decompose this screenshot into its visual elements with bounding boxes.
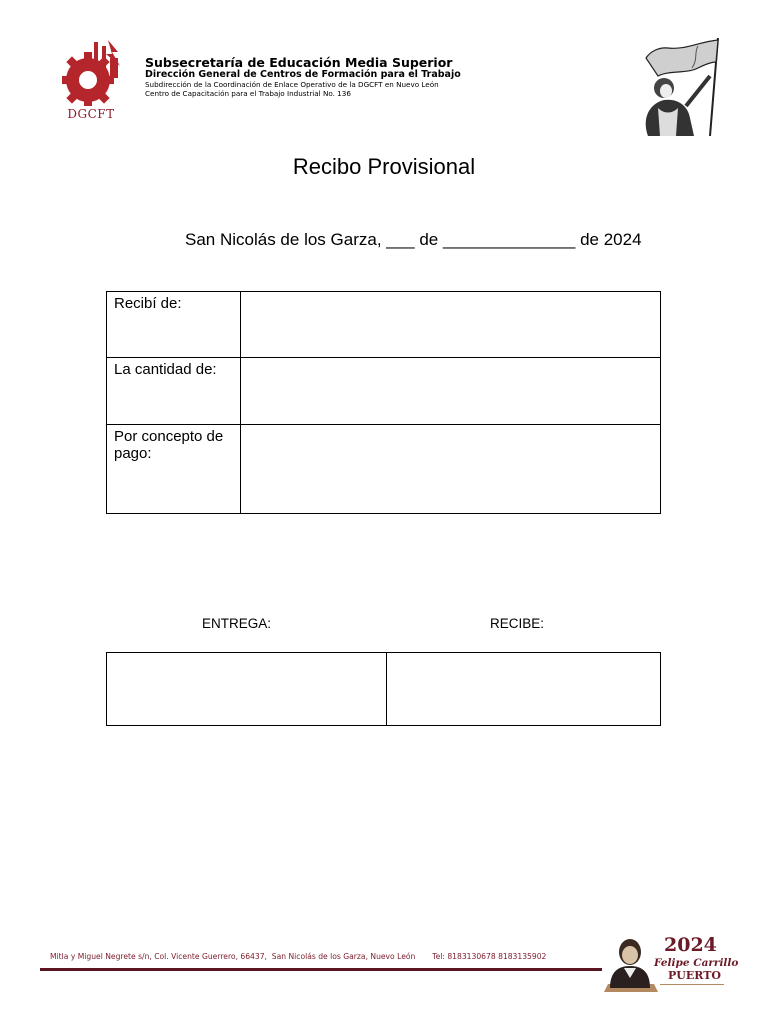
header-line-2: Dirección General de Centros de Formación para el Trabajo [145, 69, 461, 81]
felipe-carrillo-puerto-logo [602, 932, 739, 996]
page-title: Recibo Provisional [292, 154, 476, 179]
receipt-table [106, 291, 661, 514]
deliver-signature-box[interactable] [107, 653, 387, 726]
footer-divider [40, 968, 602, 971]
logo-year: 2024 [664, 934, 717, 956]
receipt-label-amount: La cantidad de: [107, 358, 241, 425]
portrait-icon [602, 932, 660, 996]
gear-icon [58, 38, 124, 108]
logo-text: DGCFT [67, 107, 115, 121]
signature-table [106, 652, 661, 726]
deliver-label: ENTREGA: [202, 616, 272, 631]
table-row [107, 292, 661, 358]
receipt-label-concept: Por concepto de pago: [107, 425, 241, 514]
table-row [107, 653, 661, 726]
table-row [107, 425, 661, 514]
date-line: San Nicolás de los Garza, ___ de ______________ de 2024 [185, 230, 642, 249]
logo-name-1: Felipe Carrillo [654, 957, 739, 969]
receive-label: RECIBE: [490, 616, 545, 631]
logo-caption-rule [660, 984, 724, 993]
receipt-value-concept[interactable] [241, 425, 661, 514]
receipt-value-from[interactable] [241, 292, 661, 358]
table-row [107, 358, 661, 425]
logo-name-2: PUERTO [668, 969, 721, 982]
dgcft-logo [58, 38, 124, 122]
flag-woman-icon [628, 36, 724, 138]
header-line-3: Subdirección de la Coordinación de Enlace Operativo de la DGCFT en Nuevo León [145, 80, 439, 90]
footer-address: Mitla y Miguel Negrete s/n, Col. Vicente Guerrero, 66437, San Nicolás de los Garza, Nuevo León Tel: 8183130678 8183135902 [50, 952, 547, 961]
header-line-1: Subsecretaría de Educación Media Superior [145, 55, 453, 70]
receipt-label-from: Recibí de: [107, 292, 241, 358]
receive-signature-box[interactable] [387, 653, 661, 726]
flag-woman-emblem [628, 36, 724, 138]
header-line-4: Centro de Capacitación para el Trabajo Industrial No. 136 [145, 88, 351, 98]
receipt-value-amount[interactable] [241, 358, 661, 425]
header-text [145, 56, 565, 98]
